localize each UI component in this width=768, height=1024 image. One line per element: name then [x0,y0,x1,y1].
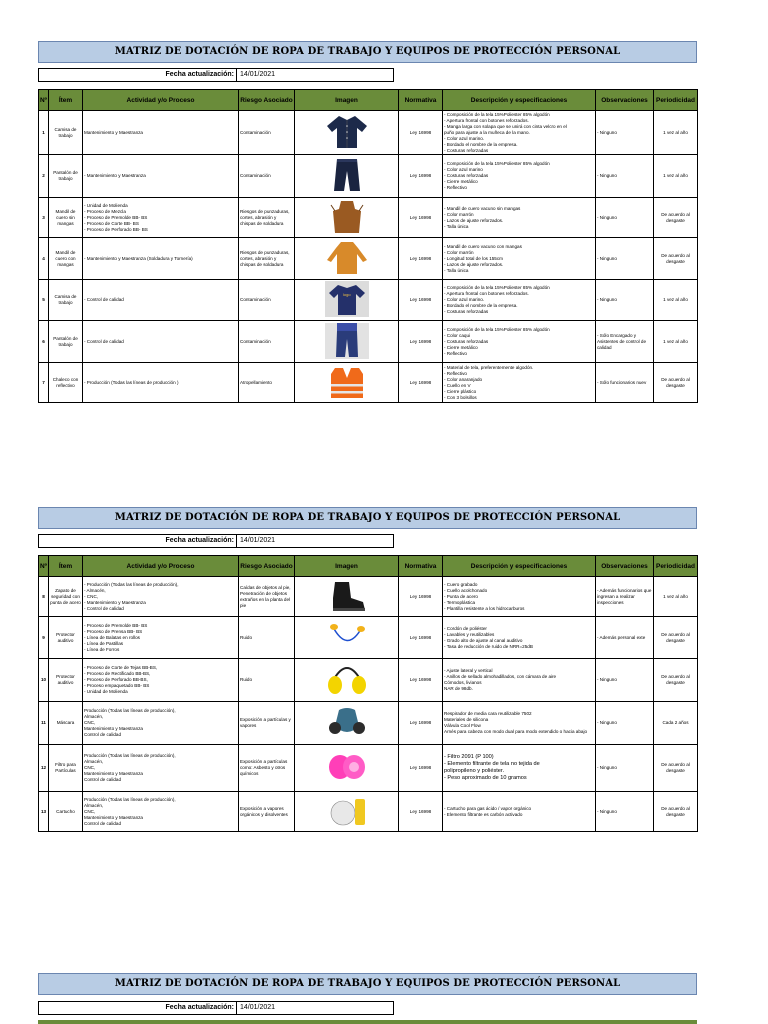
svg-text:logo: logo [342,292,351,297]
item-name: Camisa de trabajo [49,111,83,155]
description-line: - Punta de acero [444,593,478,599]
row-number: 8 [39,577,49,617]
row-number: 4 [39,238,49,280]
table-row [39,238,698,280]
column-header: Descripción y especificaciones [443,556,596,577]
regulation-cell: Ley 16998 [399,111,443,155]
activity-cell [83,238,239,280]
row-number: 3 [39,198,49,238]
risk-cell: Riesgos de punzaduras, cortes, abrasión y chispas de soldadura [239,198,295,238]
description-line: - Tasa de reducción de ruido de NRR=25dB [444,643,533,649]
description-cell [443,238,596,280]
page-title: MATRIZ DE DOTACIÓN DE ROPA DE TRABAJO Y EQUIPOS DE PROTECCIÓN PERSONAL [38,41,697,63]
description-line: Cómodos, livianos [444,680,482,685]
shirt-icon [325,114,369,152]
activity-line: CNC, [84,808,96,814]
regulation-cell: Ley 16998 [399,280,443,321]
column-header: Ítem [49,90,83,111]
observations-cell: - Ninguno [596,198,654,238]
date-label: Fecha actualización: [39,69,237,81]
description-line: - Reflectivo [444,370,467,376]
observations-cell: - Además funcionarios que ingresan a realizar inspecciones [596,577,654,617]
date-value: 14/01/2021 [240,71,276,78]
frequency-cell: 1 vez al año [654,280,698,321]
item-image [295,745,399,792]
description-cell [443,617,596,659]
table-header-strip [38,1020,697,1024]
activity-line: - CNC, [84,593,99,599]
description-line: - Cordón de poliéster [444,625,487,631]
description-line: - Cuello en V [444,382,471,388]
description-cell [443,577,596,617]
observations-cell: - Sólo Encargado y Asistentes de control de calidad [596,321,654,363]
column-header: Imagen [295,90,399,111]
risk-cell: Exposición a partículas y vapores [239,702,295,745]
activity-cell [83,577,239,617]
description-line: - Termoplástica [444,599,476,605]
apronsleeve-icon [325,240,369,278]
row-number: 13 [39,792,49,832]
plugs-icon [325,619,369,657]
description-line: - Color azul marino. [444,297,485,302]
activity-line: - Unidad de Molienda [84,689,128,694]
item-image [295,238,399,280]
matrix-table [38,555,698,832]
item-name: Mandil de cuero sin mangas [49,198,83,238]
table-row [39,659,698,702]
muffs-icon [325,661,369,699]
boot-icon [325,578,369,616]
activity-cell [83,198,239,238]
activity-line: - Mantenimiento y Maestranza [84,599,146,605]
description-line: - Lazos de ajuste reforzados. [444,261,504,267]
activity-line: Control de calidad [84,820,122,826]
vest-icon [325,364,369,402]
activity-line: Mantenimiento y Maestranza [84,129,143,135]
item-name: Protector auditivo [49,659,83,702]
row-number: 6 [39,321,49,363]
risk-cell: Ruido [239,659,295,702]
description-line: polipropileno y poliéster. [444,768,505,774]
description-line: - Ajuste lateral y vertical [444,668,493,673]
column-header: Nº [39,556,49,577]
description-line: - Color marrón [444,249,474,255]
activity-line: Almacén, [84,714,104,719]
activity-line: - Proceso de Corte de Tejas BB-BS, [84,665,158,670]
table-row [39,577,698,617]
description-line: - Bordado el nombre de la empresa. [444,303,518,308]
regulation-cell: Ley 16998 [399,321,443,363]
date-value: 14/01/2021 [240,1004,276,1011]
activity-line: - Unidad de Molienda [84,202,128,208]
row-number: 10 [39,659,49,702]
activity-line: - Proceso de Perforado BB-BS, [84,677,148,682]
regulation-cell: Ley 16998 [399,155,443,198]
risk-cell: Contaminación [239,280,295,321]
description-line: - Filtro 2091 (P 100) [444,754,494,760]
description-line: Materiales de silicona [444,717,489,722]
activity-line: - Línea de Balatas en rollos [84,634,140,640]
column-header: Imagen [295,556,399,577]
description-line: - Lazos de ajuste reforzados. [444,217,504,223]
description-line: - Cuello acolchonado [444,587,488,593]
risk-cell: Atropellamiento [239,363,295,403]
description-line: - Color anaranjado [444,376,483,382]
activity-cell [83,702,239,745]
observations-cell: - Ninguno [596,238,654,280]
column-header: Actividad y/o Proceso [83,556,239,577]
activity-line: Control de calidad [84,732,122,737]
risk-cell: Contaminación [239,155,295,198]
date-value: 14/01/2021 [240,537,276,544]
item-image [295,280,399,321]
regulation-cell: Ley 16998 [399,702,443,745]
description-line: - Costuras reforzadas [444,309,489,314]
frequency-cell: De acuerdo al desgaste [654,198,698,238]
description-cell [443,745,596,792]
date-row [38,534,394,548]
description-line: - Cierre plástico [444,388,477,394]
observations-cell: - Sólo funcionarios nuev [596,363,654,403]
apron-icon [325,199,369,237]
description-line: Arnés para cabeza con modo dual para modo extendido o hacia abajo [444,729,588,734]
regulation-cell: Ley 16998 [399,198,443,238]
polo-icon [325,281,369,319]
row-number: 12 [39,745,49,792]
table-header-row [39,90,698,111]
description-line: - Mandil de cuero vacuno sin mangas [444,205,521,211]
column-header: Periodicidad [654,556,698,577]
activity-line: - Mantenimiento y Maestranza [84,173,146,178]
table-row [39,155,698,198]
activity-cell [83,363,239,403]
activity-line: - Producción (Todas las líneas de producción ) [84,379,179,385]
activity-line: - Proceso de Premolde BB- BS [84,214,148,220]
activity-line: Producción (Todas las líneas de producción), [84,753,176,758]
description-line: - Composición de la tela 15%Poliester 85% algodón [444,111,550,117]
regulation-cell: Ley 16998 [399,363,443,403]
frequency-cell: 1 vez al año [654,577,698,617]
observations-cell: - Ninguno [596,659,654,702]
description-line: - Apertura frontal con botones reforzados. [444,117,529,123]
frequency-cell: 1 vez al año [654,111,698,155]
regulation-cell: Ley 16998 [399,792,443,832]
activity-line: - Proceso de Perforado BB- BS [84,226,148,232]
observations-cell: - Ninguno [596,280,654,321]
description-line: - Color azul marino [444,167,483,172]
description-line: - Grado alto de ajuste al canal auditivo [444,637,523,643]
row-number: 1 [39,111,49,155]
observations-cell: - Además personal exte [596,617,654,659]
description-line: NAR de 98db. [444,686,473,691]
activity-line: Producción (Todas las líneas de producción), [84,796,176,802]
item-name: Cartucho [49,792,83,832]
table-row [39,702,698,745]
matrix-table [38,89,698,403]
column-header: Riesgo Asociado [239,90,295,111]
description-line: - Talla única [444,267,469,273]
item-image [295,363,399,403]
description-line: - Cierre metálico [444,344,478,350]
column-header: Descripción y especificaciones [443,90,596,111]
description-line: - Manga larga con solapa que se unirá con cinta velcro en el [444,123,567,129]
description-cell [443,321,596,363]
description-cell [443,198,596,238]
regulation-cell: Ley 16998 [399,659,443,702]
activity-line: Mantenimiento y Maestranza [84,814,143,820]
risk-cell: Contaminación [239,321,295,363]
mask-icon [325,704,369,742]
activity-cell [83,792,239,832]
table-row [39,321,698,363]
description-cell [443,111,596,155]
description-cell [443,155,596,198]
activity-line: - Producción (Todas las líneas de producción), [84,581,179,587]
description-line: - Reflectivo [444,185,467,190]
table-row [39,280,698,321]
description-line: - Bordado el nombre de la empresa. [444,141,518,147]
description-cell [443,792,596,832]
activity-line: Producción (Todas las líneas de producción), [84,708,176,713]
frequency-cell: Cada 2 años [654,702,698,745]
item-image [295,792,399,832]
item-image [295,659,399,702]
activity-cell [83,659,239,702]
description-line: puño para ajuste a la muñeca de la mano. [444,129,530,135]
column-header: Riesgo Asociado [239,556,295,577]
frequency-cell: De acuerdo al desgaste [654,745,698,792]
column-header: Periodicidad [654,90,698,111]
table-row [39,111,698,155]
column-header: Actividad y/o Proceso [83,90,239,111]
date-row [38,68,394,82]
description-line: Respirador de media cara reutilizable 7502 [444,711,532,716]
jeans-icon [325,323,369,361]
activity-cell [83,111,239,155]
frequency-cell: De acuerdo al desgaste [654,363,698,403]
description-line: - Color caqui [444,332,471,338]
item-name: Protector auditivo [49,617,83,659]
activity-line: - Línea de Forros [84,646,120,652]
description-line: - Con 3 bolsillos [444,394,477,400]
description-line: - Cierre metálico [444,179,478,184]
description-line: - Material de tela, preferentemente algodón. [444,364,534,370]
description-cell [443,280,596,321]
activity-line: Mantenimiento y Maestranza [84,771,143,776]
table-header-row [39,556,698,577]
frequency-cell: 1 vez al año [654,155,698,198]
item-name: Camisa de trabajo [49,280,83,321]
table-row [39,745,698,792]
column-header: Normativa [399,90,443,111]
description-line: - Plantilla resistente a los hidrocarburos [444,605,525,611]
description-line: - Peso aproximado de 10 gramos [444,775,527,781]
activity-line: - Línea de Pastillas [84,640,124,646]
row-number: 11 [39,702,49,745]
activity-line: CNC, [84,765,96,770]
pants-icon [325,157,369,195]
observations-cell: - Ninguno [596,792,654,832]
activity-line: - Proceso de Prensa BB- BS [84,628,143,634]
item-name: Filtro para Partículas [49,745,83,792]
item-name: Mandil de cuero con mangas [49,238,83,280]
activity-line: - Control de calidad [84,338,124,344]
observations-cell: - Ninguno [596,155,654,198]
description-line: - Anillos de sellado almohadillados, con cámara de aire [444,674,557,679]
activity-line: Almacén, [84,759,104,764]
description-line: - Costuras reforzadas [444,173,489,178]
activity-line: - Mantenimiento y Maestranza (Soldadura y Tornería) [84,255,193,261]
item-image [295,577,399,617]
item-image [295,617,399,659]
regulation-cell: Ley 16998 [399,745,443,792]
activity-line: - Control de calidad [84,605,124,611]
table-row [39,617,698,659]
description-line: - Costuras reforzadas [444,147,489,153]
column-header: Observaciones [596,556,654,577]
activity-line: Control de calidad [84,777,122,782]
frequency-cell: 1 vez al año [654,321,698,363]
description-line: - Talla única [444,223,469,229]
observations-cell: - Ninguno [596,702,654,745]
activity-cell [83,617,239,659]
description-line: - Apertura frontal con botones reforzados. [444,291,529,296]
description-line: Válvula Cool Flow [444,723,481,728]
column-header: Observaciones [596,90,654,111]
item-image [295,111,399,155]
date-row [38,1001,394,1015]
date-label: Fecha actualización: [39,1002,237,1014]
risk-cell: Riesgos de punzaduras, cortes, abrasión y chispas de soldadura [239,238,295,280]
item-name: Zapato de seguridad con punta de acero [49,577,83,617]
item-image [295,155,399,198]
description-line: - Reflectivo [444,350,467,356]
description-line: - Costuras reforzadas [444,338,489,344]
description-line: - Mandil de cuero vacuno con mangas [444,243,522,249]
table-row [39,363,698,403]
activity-line: CNC, [84,720,96,725]
item-name: Chaleco con reflectivo [49,363,83,403]
observations-cell: - Ninguno [596,745,654,792]
column-header: Nº [39,90,49,111]
activity-line: - Proceso de Rectificado BB-BS, [84,671,151,676]
item-image [295,198,399,238]
risk-cell: Contaminación [239,111,295,155]
item-image [295,702,399,745]
item-name: Pantalón de trabajo [49,155,83,198]
row-number: 2 [39,155,49,198]
activity-cell [83,321,239,363]
description-line: - Cuero grabado [444,581,478,587]
description-cell [443,702,596,745]
activity-line: - Proceso de Corte BB- BS [84,220,139,226]
item-name: Pantalón de trabajo [49,321,83,363]
activity-cell [83,155,239,198]
activity-line: - Control de calidad [84,297,124,302]
description-cell [443,659,596,702]
row-number: 9 [39,617,49,659]
description-line: - Composición de la tela 15%Poliester 85% algodón [444,161,550,166]
description-line: - Elemento filtrante es carbón activado [444,811,523,817]
risk-cell: Ruido [239,617,295,659]
regulation-cell: Ley 16998 [399,617,443,659]
row-number: 5 [39,280,49,321]
table-row [39,792,698,832]
column-header: Normativa [399,556,443,577]
frequency-cell: De acuerdo al desgaste [654,238,698,280]
description-line: - Color azul marino. [444,135,485,141]
activity-line: Almacén, [84,802,104,808]
activity-line: - Proceso empaquetado BB- BS [84,683,150,688]
item-name: Máscara [49,702,83,745]
observations-cell: - Ninguno [596,111,654,155]
description-line: - Color marrón [444,211,474,217]
description-line: - Longitud total de los 155cm [444,255,503,261]
description-cell [443,363,596,403]
regulation-cell: Ley 16998 [399,238,443,280]
filter-icon [325,749,369,787]
frequency-cell: De acuerdo al desgaste [654,792,698,832]
row-number: 7 [39,363,49,403]
activity-line: - Proceso de Mezcla [84,208,126,214]
table-row [39,198,698,238]
risk-cell: Exposición a vapores orgánicos y disolventes [239,792,295,832]
date-label: Fecha actualización: [39,535,237,547]
column-header: Ítem [49,556,83,577]
risk-cell: Exposición a partículas como: Asbesto y otros químicos [239,745,295,792]
item-image [295,321,399,363]
frequency-cell: De acuerdo al desgaste [654,617,698,659]
description-line: - Lavables y reutilizables [444,631,495,637]
description-line: - Cartucho para gas ácido / vapor orgánico [444,805,532,811]
description-line: - Composición de la tela 15%Poliester 85% algodón [444,285,550,290]
description-line: - Elemento filtrante de tela no tejida de [444,761,540,767]
activity-cell [83,745,239,792]
cartridge-icon [325,793,369,831]
activity-line: Mantenimiento y Maestranza [84,726,143,731]
risk-cell: Caídas de objetos al pie, Penetración de objetos extraños en la planta del pie [239,577,295,617]
regulation-cell: Ley 16998 [399,577,443,617]
activity-line: - Proceso de Premolde BB- BS [84,622,148,628]
description-line: - Composición de la tela 15%Poliester 85% algodón [444,326,550,332]
activity-cell [83,280,239,321]
page-title: MATRIZ DE DOTACIÓN DE ROPA DE TRABAJO Y EQUIPOS DE PROTECCIÓN PERSONAL [38,507,697,529]
activity-line: - Almacén, [84,587,106,593]
frequency-cell: De acuerdo al desgaste [654,659,698,702]
page-title: MATRIZ DE DOTACIÓN DE ROPA DE TRABAJO Y EQUIPOS DE PROTECCIÓN PERSONAL [38,973,697,995]
